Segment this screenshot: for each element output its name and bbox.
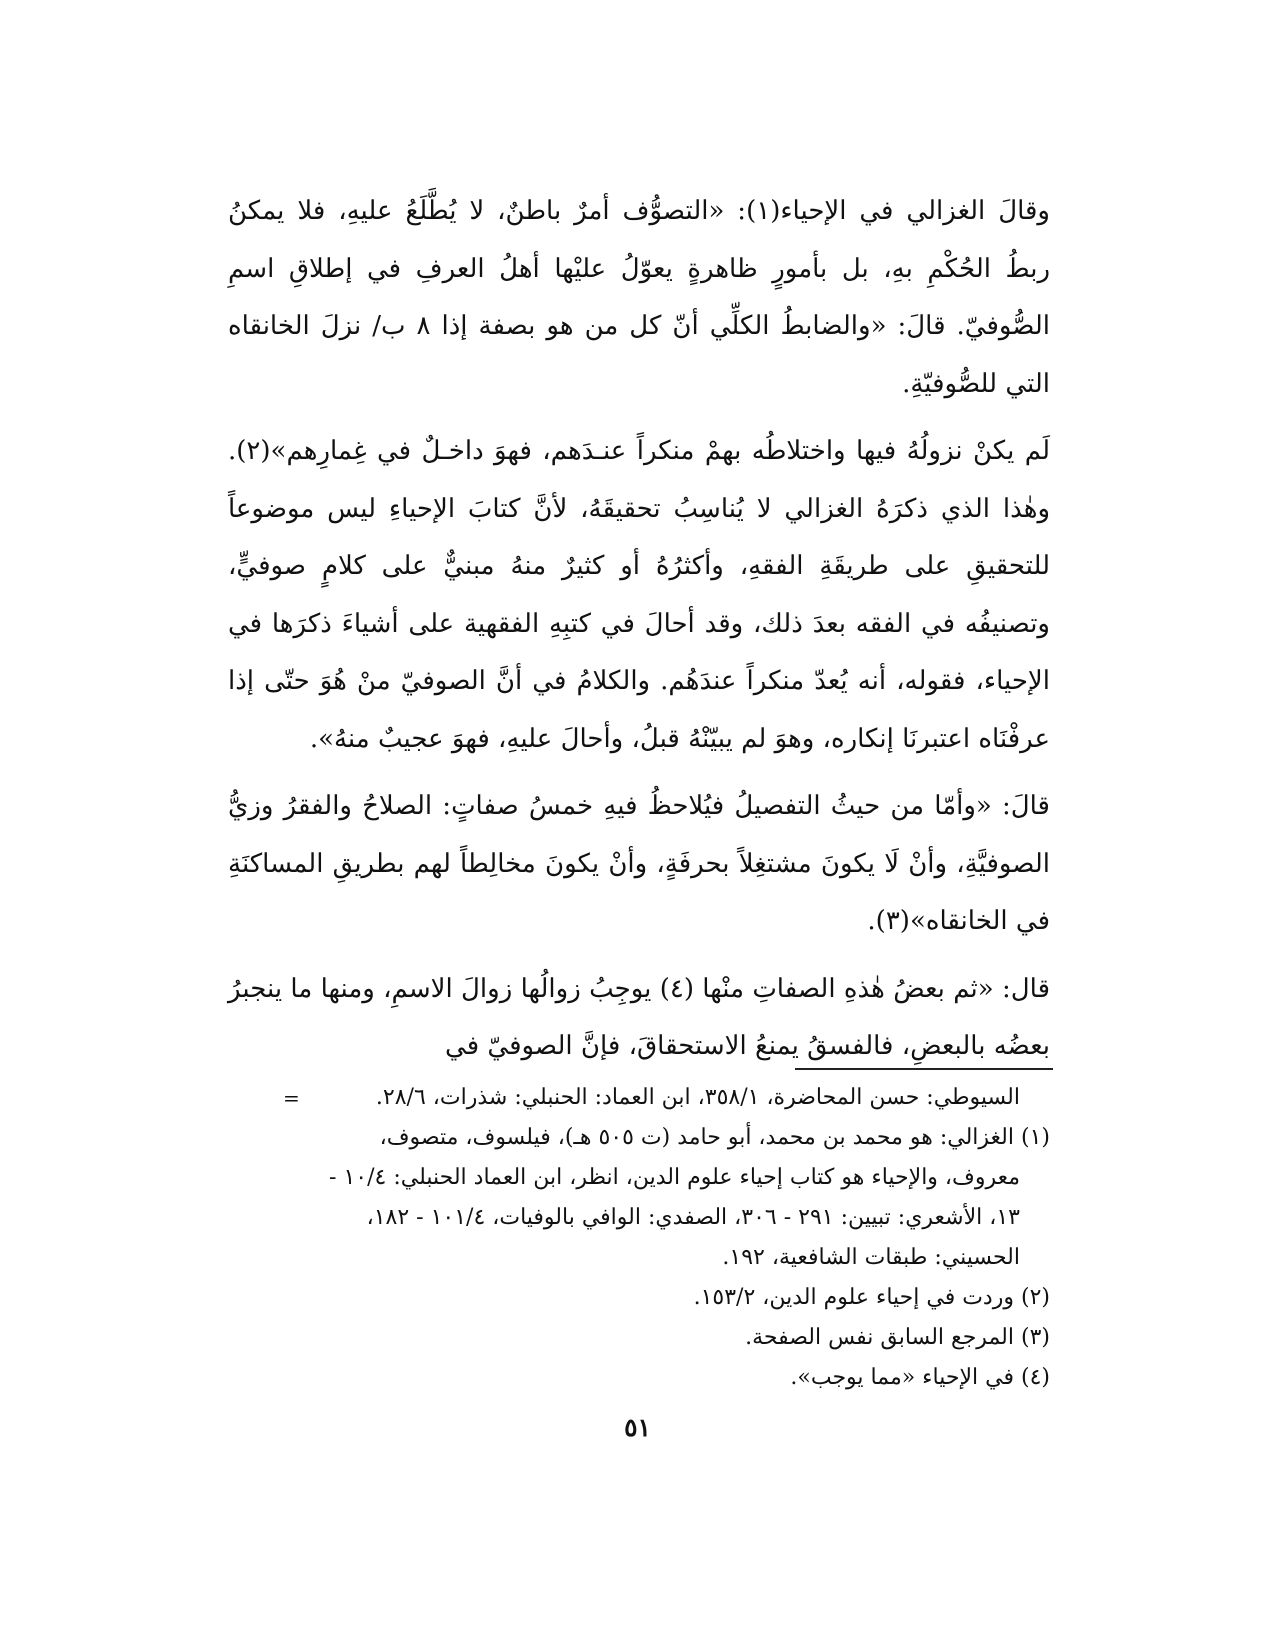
footnote-continuation: السيوطي: حسن المحاضرة، ٣٥٨/١، ابن العماد: الحنبلي: شذرات، ٢٨/٦. (375, 1085, 1020, 1110)
footnote-1-line-4: الحسيني: طبقات الشافعية، ١٩٢. (722, 1245, 1020, 1270)
footnote-1-text: الغزالي: هو محمد بن محمد، أبو حامد (ت ٥٠٥ هـ)، فيلسوف، متصوف، (379, 1125, 1014, 1150)
footnote-1-line-2: معروف، والإحياء هو كتاب إحياء علوم الدين، انظر، ابن العماد الحنبلي: ١٠/٤ - (329, 1165, 1020, 1190)
footnote-1-line-3: ١٣، الأشعري: تبيين: ٢٩١ - ٣٠٦، الصفدي: الوافي بالوفيات، ١٠١/٤ - ١٨٢، (366, 1205, 1020, 1230)
footnote-2-text: وردت في إحياء علوم الدين، ١٥٣/٢. (693, 1285, 1014, 1310)
footnote-4-number: (٤) (1020, 1365, 1050, 1390)
footnote-1-line-1 (228, 1118, 1050, 1158)
paragraph-2: لَم يكنْ نزولُهُ فيها واختلاطُه بهمْ منكراً عنـدَهم، فهوَ داخـلٌ في غِمارِهم»(٢). وهٰذا الذي ذكرَهُ الغزالي لا يُناسِبُ تحقيقَهُ، لأنَّ كتابَ الإحياءِ ليس موضوعاً للتحقيقِ على طريقَةِ الفقهِ، وأكثرُهُ أو كثيرٌ منهُ مبنيٌّ على كلامٍ صوفيٍّ، وتصنيفُه في الفقه بعدَ ذلك، وقد أحالَ في كتبِهِ الفقهية على أشياءَ ذكرَها في الإحياء، فقوله، أنه يُعدّ منكراً عندَهُم. والكلامُ في أنَّ الصوفيّ منْ هُوَ حتّى إذا عرفْنَاه اعتبرنَا إنكاره، وهوَ لم يبيّنْهُ قبلُ، وأحالَ عليهِ، فهوَ عجيبٌ منهُ». (228, 436, 1050, 754)
footnote-2 (228, 1278, 1050, 1318)
footnote-3 (228, 1318, 1050, 1358)
page-number: ٥١ (624, 1413, 651, 1442)
footnote-4-text: في الإحياء «مما يوجب». (790, 1365, 1014, 1390)
paragraph-4: قال: «ثم بعضُ هٰذهِ الصفاتِ منْها (٤) يوجِبُ زوالُها زوالَ الاسمِ، ومنها ما ينجبرُ بعضُه بالبعضِ، فالفسقُ يمنعُ الاستحقاقَ، فإنَّ الصوفيّ في (228, 973, 1050, 1061)
footnote-1-number: (١) (1020, 1125, 1050, 1150)
footnote-4 (228, 1358, 1050, 1398)
paragraph-1: وقالَ الغزالي في الإحياء(١): «التصوُّف أمرٌ باطنٌ، لا يُطَّلَعُ عليهِ، فلا يمكنُ ربطُ الحُكْمِ بهِ، بل بأمورٍ ظاهرةٍ يعوّلُ عليْها أهلُ العرفِ في إطلاقِ اسمِ الصُّوفيّ. قالَ: «والضابطُ الكلِّي أنّ كل من هو بصفة إذا ٨ ب/ نزلَ الخانقاه التي للصُّوفيّةِ. (228, 196, 1050, 399)
footnote-3-number: (٣) (1020, 1325, 1050, 1350)
footnotes (228, 1078, 1050, 1398)
footnote-2-number: (٢) (1020, 1285, 1050, 1310)
main-text (228, 183, 1050, 1076)
continuation-mark: = (283, 1086, 300, 1110)
paragraph-3: قالَ: «وأمّا من حيثُ التفصيلُ فيُلاحظُ فيهِ خمسُ صفاتٍ: الصلاحُ والفقرُ وزيُّ الصوفيَّةِ، وأنْ لَا يكونَ مشتغِلاً بحرفَةٍ، وأنْ يكونَ مخالِطاً لهم بطريقِ المساكنَةِ في الخانقاه»(٣). (228, 791, 1050, 936)
footnote-divider (795, 1068, 1053, 1070)
footnote-3-text: المرجع السابق نفس الصفحة. (745, 1325, 1014, 1350)
